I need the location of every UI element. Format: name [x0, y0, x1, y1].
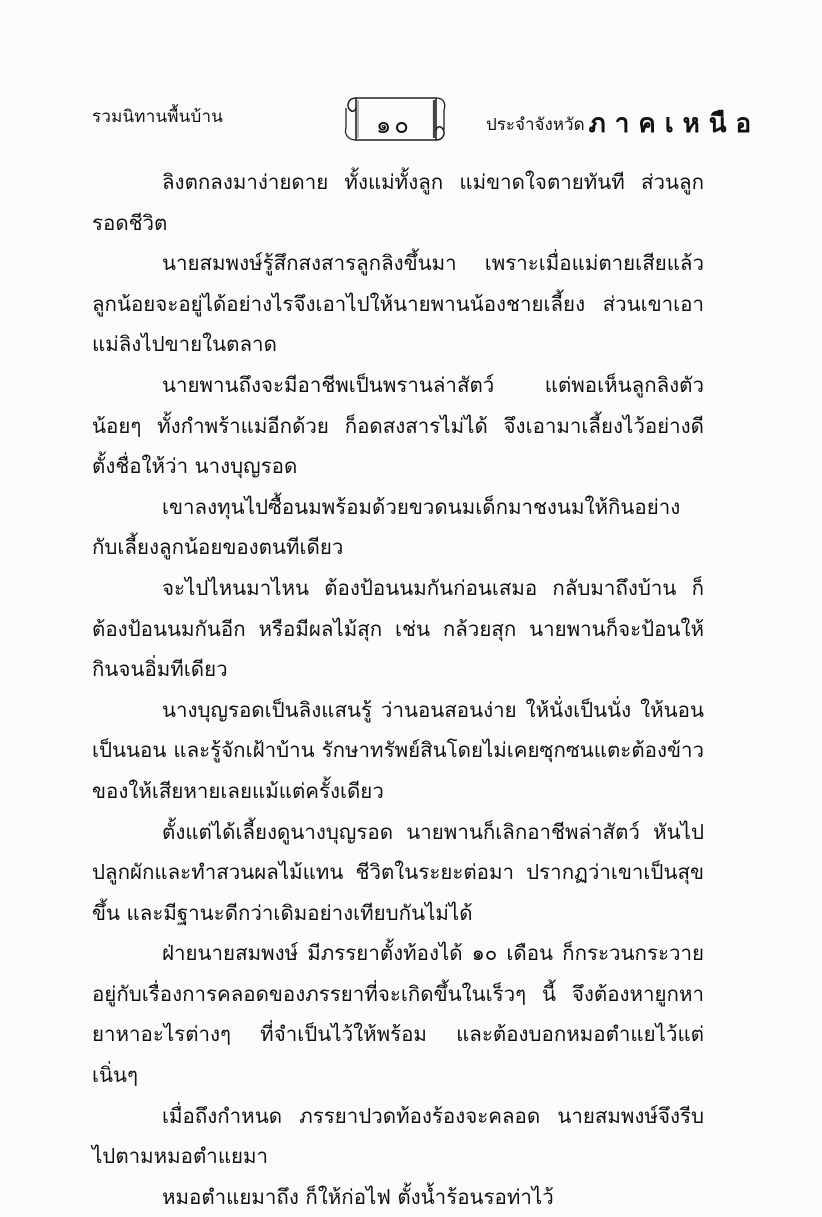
- page-number-scroll: [342, 88, 446, 150]
- province-label: [486, 103, 760, 144]
- book-title: รวมนิทานพื้นบ้าน: [92, 107, 224, 127]
- paragraph: จะไปไหนมาไหน ต้องป้อนนมกันก่อนเสมอ กลับมาถึงบ้าน ก็ต้องป้อนนมกันอีก หรือมีผลไม้สุก เช่น กล้วยสุก นายพานก็จะป้อนให้กินจนอิ่มทีเดียว: [92, 575, 704, 682]
- page-header: [0, 0, 822, 160]
- paragraph: เขาลงทุนไปซื้อนมพร้อมด้วยขวดนมเด็กมาชงนมให้กินอย่างกับเลี้ยงลูกน้อยของตนทีเดียว: [92, 494, 681, 560]
- paragraph: หมอตำแยมาถึง ก็ให้ก่อไฟ ตั้งน้ำร้อนรอท่าไว้: [162, 1184, 554, 1209]
- region-name: ภาคเหนือ: [588, 109, 761, 139]
- paragraph: ตั้งแต่ได้เลี้ยงดูนางบุญรอด นายพานก็เลิกอาชีพล่าสัตว์ หันไปปลูกผักและทำสวนผลไม้แทน ชีวิตในระยะต่อมา ปรากฏว่าเขาเป็นสุขขึ้น และมีฐานะดีกว่าเดิมอย่างเทียบกันไม่ได้: [92, 819, 704, 925]
- paragraph: ฝ่ายนายสมพงษ์ มีภรรยาตั้งท้องได้ ๑๐ เดือน ก็กระวนกระวายอยู่กับเรื่องการคลอดของภรรยาที่จะเกิดขึ้นในเร็วๆ นี้ จึงต้องหายูกหายาหาอะไรต่างๆ ที่จำเป็นไว้ให้พร้อม และต้องบอกหมอตำแยไว้แต่เนิ่นๆ: [92, 941, 704, 1088]
- page-number: ๑๐: [376, 111, 412, 139]
- paragraph: เมื่อถึงกำหนด ภรรยาปวดท้องร้องจะคลอด นายสมพงษ์จึงรีบไปตามหมอตำแยมา: [92, 1103, 704, 1169]
- paragraph: นายพานถึงจะมีอาชีพเป็นพรานล่าสัตว์ แต่พอเห็นลูกลิงตัวน้อยๆ ทั้งกำพร้าแม่อีกด้วย ก็อดสงสารไม่ได้ จึงเอามาเลี้ยงไว้อย่างดี ตั้งชื่อให้ว่า นางบุญรอด: [92, 372, 704, 479]
- paragraph: นางบุญรอดเป็นลิงแสนรู้ ว่านอนสอนง่าย ให้นั่งเป็นนั่ง ให้นอนเป็นนอน และรู้จักเฝ้าบ้าน รักษาทรัพย์สินโดยไม่เคยซุกซนแตะต้องข้าวของให้เสียหายเลยแม้แต่ครั้งเดียว: [92, 697, 704, 803]
- story-body: [92, 162, 704, 1217]
- paragraph: ลิงตกลงมาง่ายดาย ทั้งแม่ทั้งลูก แม่ขาดใจตายทันที ส่วนลูกรอดชีวิต: [92, 170, 704, 235]
- paragraph: นายสมพงษ์รู้สึกสงสารลูกลิงขึ้นมา เพราะเมื่อแม่ตายเสียแล้ว ลูกน้อยจะอยู่ได้อย่างไรจึงเอาไปให้นายพานน้องชายเลี้ยง ส่วนเขาเอาแม่ลิงไปขายในตลาด: [92, 251, 704, 357]
- province-prefix: ประจำจังหวัด: [486, 115, 585, 135]
